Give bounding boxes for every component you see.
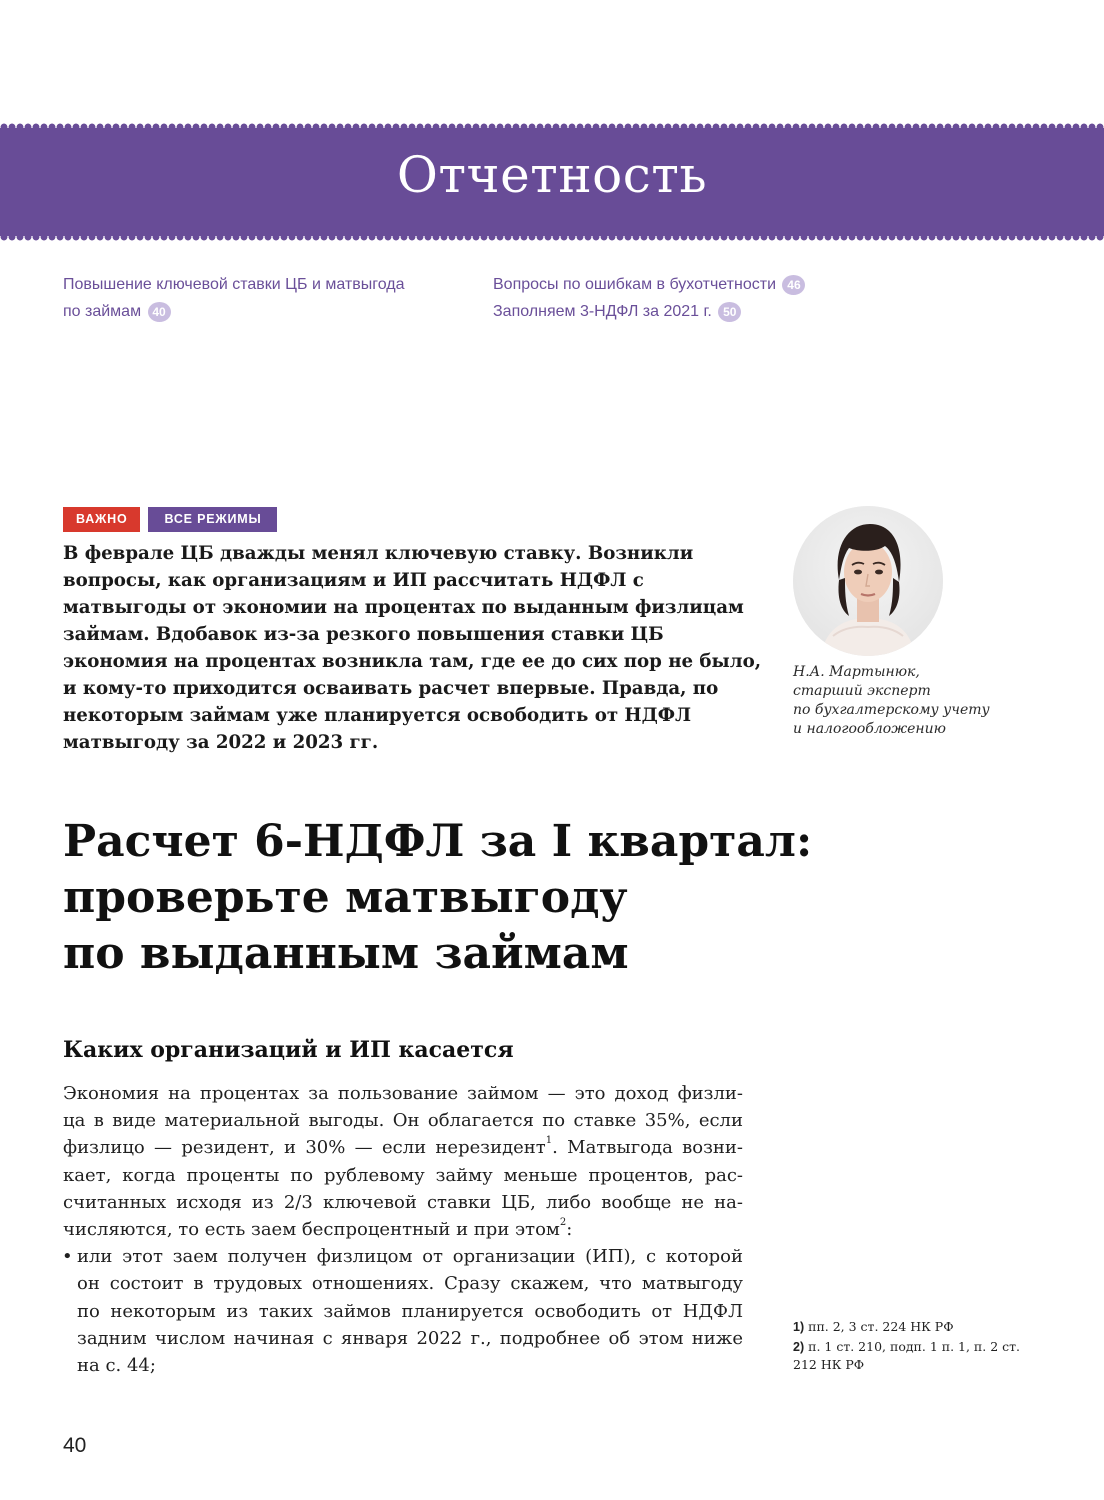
tag-all-regimes: ВСЕ РЕЖИМЫ bbox=[148, 507, 277, 532]
author-role: старший эксперт bbox=[793, 683, 931, 699]
page-number: 40 bbox=[63, 1434, 87, 1457]
body-line: физлицо — резидент, и 30% — если нерезидент$^1$. Матвыгода возни- bbox=[63, 1135, 743, 1159]
footnote-ref[interactable]: 2 bbox=[559, 1217, 567, 1229]
footnote-item: 2) п. 1 ст. 210, подп. 1 п. 1, п. 2 ст. 212 НК РФ bbox=[793, 1339, 1021, 1372]
footnote-ref[interactable]: 1 bbox=[545, 1135, 553, 1147]
article-headline bbox=[63, 814, 963, 982]
section-subheading: Каких организаций и ИП касается bbox=[63, 1037, 514, 1063]
toc-link-errors[interactable] bbox=[493, 271, 913, 298]
toc-link-text: Вопросы по ошибкам в бухотчетности bbox=[493, 276, 776, 293]
headline-line: Расчет 6-НДФЛ за I квартал: bbox=[63, 816, 813, 867]
page-badge: 46 bbox=[782, 275, 805, 295]
article-body bbox=[63, 1080, 743, 1379]
bullet-icon: • bbox=[62, 1246, 73, 1268]
body-line: по некоторым из таких займов планируется освободить от НДФЛ bbox=[77, 1300, 743, 1322]
banner-scallop-bottom bbox=[0, 233, 1104, 241]
footnotes bbox=[793, 1318, 1023, 1376]
author-caption bbox=[793, 663, 1013, 739]
author-role: по бухгалтерскому учету bbox=[793, 702, 990, 718]
portrait-icon bbox=[793, 506, 943, 656]
page-badge: 40 bbox=[148, 302, 171, 322]
toc-link-text: Повышение ключевой ставки ЦБ и матвыгода bbox=[63, 276, 405, 293]
headline-line: проверьте матвыгоду bbox=[63, 872, 628, 923]
body-line: или этот заем получен физлицом от организации (ИП), с которой bbox=[77, 1246, 743, 1268]
toc-link-key-rate[interactable] bbox=[63, 271, 453, 298]
body-line: ца в виде материальной выгоды. Он облагается по ставке 35%, если bbox=[63, 1110, 743, 1132]
list-item bbox=[63, 1243, 743, 1379]
toc-right-column bbox=[493, 271, 913, 325]
toc-left-column bbox=[63, 271, 453, 325]
page-badge: 50 bbox=[718, 302, 741, 322]
section-title: Отчетность bbox=[396, 146, 708, 204]
author-name: Н.А. Мартынюк, bbox=[793, 664, 920, 680]
body-line: кает, когда проценты по рублевому займу меньше процентов, рас- bbox=[63, 1164, 743, 1186]
toc-link-text: по займам bbox=[63, 303, 142, 320]
headline-line: по выданным займам bbox=[63, 928, 629, 979]
toc-link-3ndfl[interactable] bbox=[493, 298, 913, 325]
toc-link-key-rate-cont[interactable] bbox=[63, 298, 453, 325]
body-line: Экономия на процентах за пользование займом — это доход физли- bbox=[63, 1083, 743, 1104]
article-lead: В феврале ЦБ дважды менял ключевую ставку. Возникли вопросы, как организациям и ИП рассчитать НДФЛ с матвыгоды от экономии на процентах по выданным физлицам займам. Вдобавок из-за резкого повышения ставки ЦБ экономия на процентах возникла там, где ее до сих пор не было, и кому-то приходится осваивать расчет впервые. Правда, по некоторым займам уже планируется освободить от НДФЛ матвыгоду за 2022 и 2023 гг. bbox=[63, 543, 762, 753]
section-banner bbox=[0, 128, 1104, 236]
tag-important: ВАЖНО bbox=[63, 507, 140, 532]
body-line: задним числом начиная с января 2022 г., подробнее об этом ниже bbox=[77, 1327, 743, 1349]
body-line: на с. 44; bbox=[77, 1355, 156, 1377]
toc-link-text: Заполняем 3-НДФЛ за 2021 г. bbox=[493, 303, 712, 320]
author-role: и налогообложению bbox=[793, 721, 946, 737]
author-photo bbox=[793, 506, 943, 656]
body-line: считанных исходя из 2/3 ключевой ставки ЦБ, либо вообще не на- bbox=[63, 1191, 743, 1213]
article-tags bbox=[63, 507, 277, 532]
body-line: числяются, то есть заем беспроцентный и при этом$^2$: bbox=[63, 1217, 573, 1241]
body-line: он состоит в трудовых отношениях. Сразу скажем, что матвыгоду bbox=[77, 1273, 743, 1295]
footnote-item: 1) пп. 2, 3 ст. 224 НК РФ bbox=[793, 1319, 954, 1334]
banner-scallop-top bbox=[0, 123, 1104, 131]
